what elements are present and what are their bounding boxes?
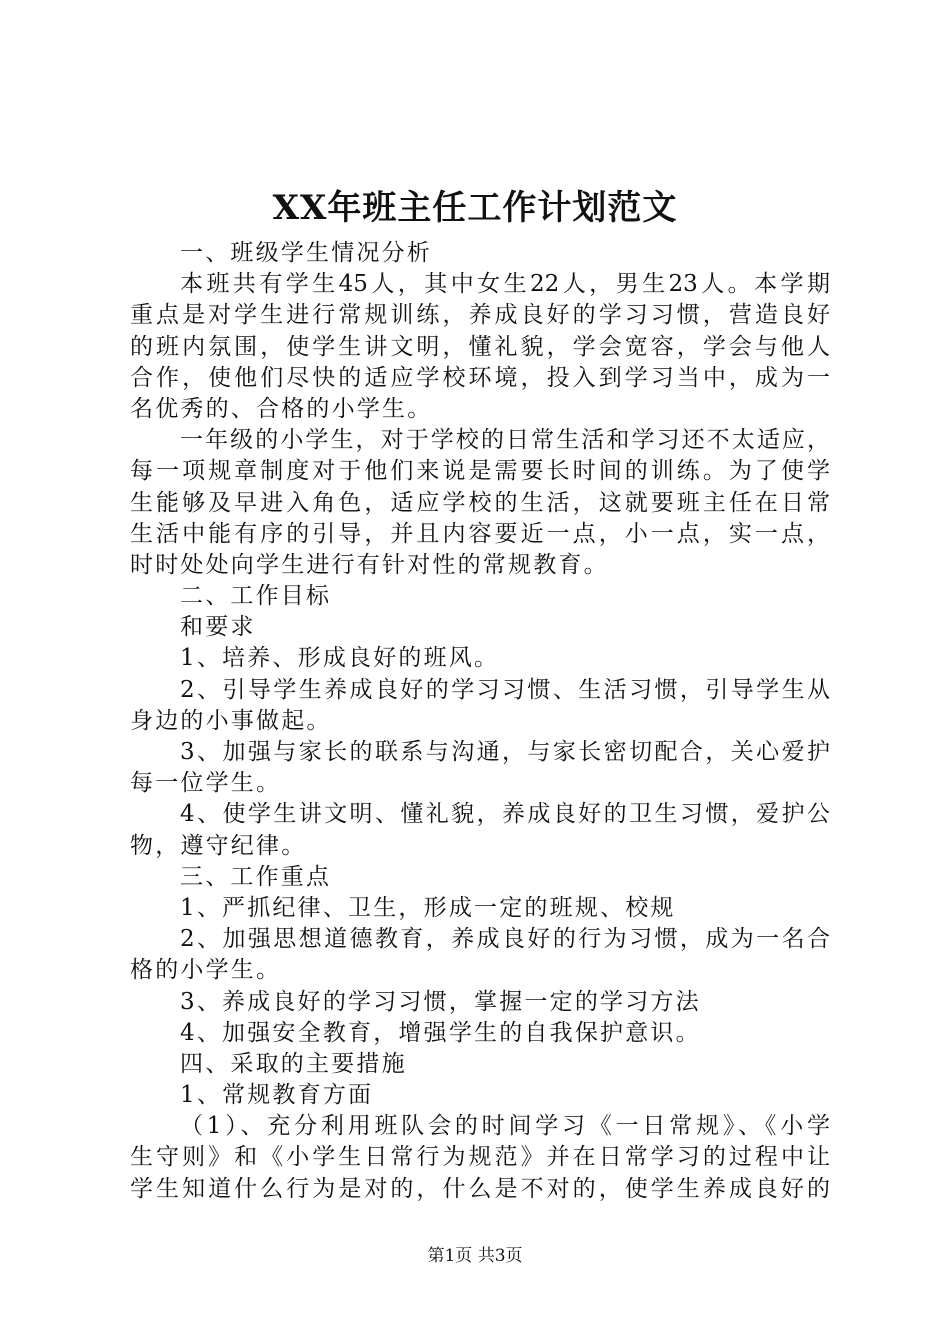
page-footer: 第1页 共3页 <box>427 1246 523 1266</box>
text-line: 生守则》和《小学生日常行为规范》并在日常学习的过程中让 <box>130 1144 830 1171</box>
text-line: 本班共有学生45人，其中女生22人，男生23人。本学期 <box>180 271 830 298</box>
text-line: 生活中能有序的引导，并且内容要近一点，小一点，实一点， <box>130 520 830 547</box>
text-line: 三、工作重点 <box>180 863 332 890</box>
text-line: 2、引导学生养成良好的学习习惯、生活习惯，引导学生从 <box>180 676 830 703</box>
text-line: 生能够及早进入角色，适应学校的生活，这就要班主任在日常 <box>130 489 830 516</box>
text-line: 3、加强与家长的联系与沟通，与家长密切配合，关心爱护 <box>180 739 830 765</box>
text-line: 1、常规教育方面 <box>180 1082 374 1109</box>
text-line: 每一位学生。 <box>130 770 282 797</box>
text-line: 的班内氛围，使学生讲文明，懂礼貌，学会宽容，学会与他人 <box>130 333 830 360</box>
text-line: 四、采取的主要措施 <box>180 1050 407 1077</box>
text-line: 重点是对学生进行常规训练，养成良好的学习习惯，营造良好 <box>130 302 830 329</box>
text-line: 时时处处向学生进行有针对性的常规教育。 <box>130 551 609 578</box>
document-body <box>130 238 830 1205</box>
text-line: 3、养成良好的学习习惯，掌握一定的学习方法 <box>180 988 701 1015</box>
text-line: 4、使学生讲文明、懂礼貌，养成良好的卫生习惯，爱护公 <box>180 801 830 828</box>
text-line: 每一项规章制度对于他们来说是需要长时间的训练。为了使学 <box>130 458 830 485</box>
text-line: 1、严抓纪律、卫生，形成一定的班规、校规 <box>180 894 676 921</box>
document-title: XX年班主任工作计划范文 <box>272 188 678 228</box>
text-line: 一年级的小学生，对于学校的日常生活和学习还不太适应， <box>180 427 830 454</box>
text-line: 一、班级学生情况分析 <box>180 240 432 266</box>
text-line: 1、培养、形成良好的班风。 <box>180 645 500 672</box>
text-line: 名优秀的、合格的小学生。 <box>130 395 433 422</box>
text-line: 合作，使他们尽快的适应学校环境，投入到学习当中，成为一 <box>130 364 830 391</box>
text-line: 格的小学生。 <box>130 957 282 984</box>
text-line: 和要求 <box>180 614 256 641</box>
text-line: 物，遵守纪律。 <box>130 832 307 859</box>
text-line: （1）、充分利用班队会的时间学习《一日常规》、《小学 <box>180 1113 830 1140</box>
text-line: 4、加强安全教育，增强学生的自我保护意识。 <box>180 1019 701 1046</box>
text-line: 2、加强思想道德教育，养成良好的行为习惯，成为一名合 <box>180 926 830 953</box>
text-line: 学生知道什么行为是对的，什么是不对的，使学生养成良好的 <box>130 1175 830 1202</box>
text-line: 二、工作目标 <box>180 583 332 610</box>
text-line: 身边的小事做起。 <box>130 707 332 734</box>
